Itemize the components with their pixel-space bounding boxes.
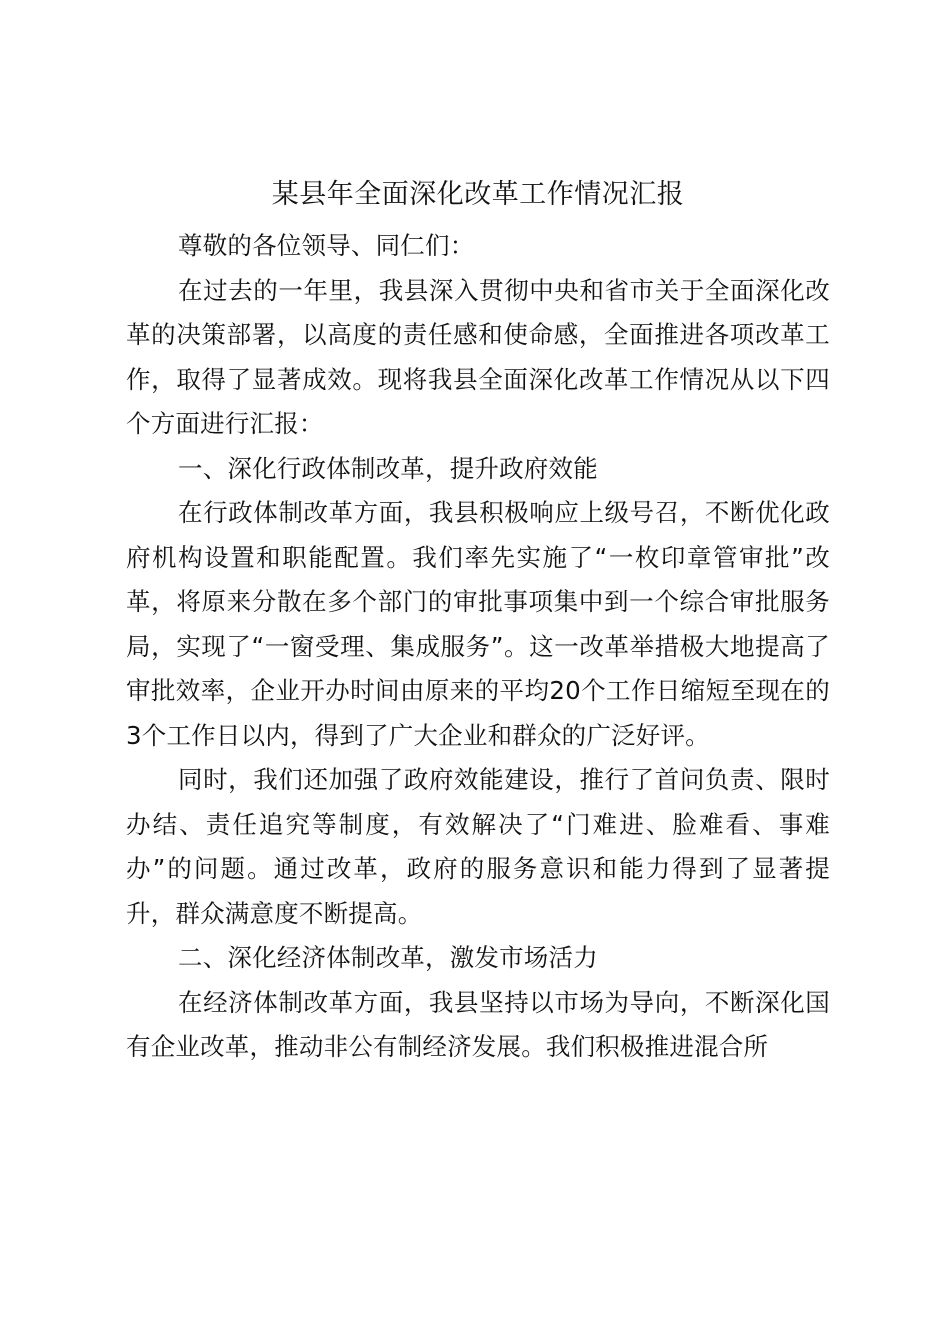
document-page — [126, 172, 830, 1070]
section-1-heading: 一、深化行政体制改革，提升政府效能 — [178, 453, 598, 483]
section-1-paragraph-2: 同时，我们还加强了政府效能建设，推行了首问负责、限时办结、责任追究等制度，有效解决了“门难进、脸难看、事难办”的问题。通过改革，政府的服务意识和能力得到了显著提升，群众满意度不断提高。 — [126, 765, 830, 928]
salutation: 尊敬的各位领导、同仁们： — [178, 231, 475, 260]
section-2-paragraph-1: 在经济体制改革方面，我县坚持以市场为导向，不断深化国有企业改革，推动非公有制经济发展。我们积极推进混合所 — [126, 987, 830, 1061]
document-title: 某县年全面深化改革工作情况汇报 — [271, 179, 685, 210]
section-2-heading: 二、深化经济体制改革，激发市场活力 — [178, 943, 598, 972]
intro-paragraph: 在过去的一年里，我县深入贯彻中央和省市关于全面深化改革的决策部署，以高度的责任感和使命感，全面推进各项改革工作，取得了显著成效。现将我县全面深化改革工作情况从以下四个方面进行汇报： — [126, 275, 830, 438]
section-1-paragraph-1: 在行政体制改革方面，我县积极响应上级号召，不断优化政府机构设置和职能配置。我们率先实施了“一枚印章管审批”改革，将原来分散在多个部门的审批事项集中到一个综合审批服务局，实现了“一窗受理、集成服务”。这一改革举措极大地提高了审批效率，企业开办时间由原来的平均20个工作日缩短至现在的3个工作日以内，得到了广大企业和群众的广泛好评。 — [126, 498, 830, 750]
